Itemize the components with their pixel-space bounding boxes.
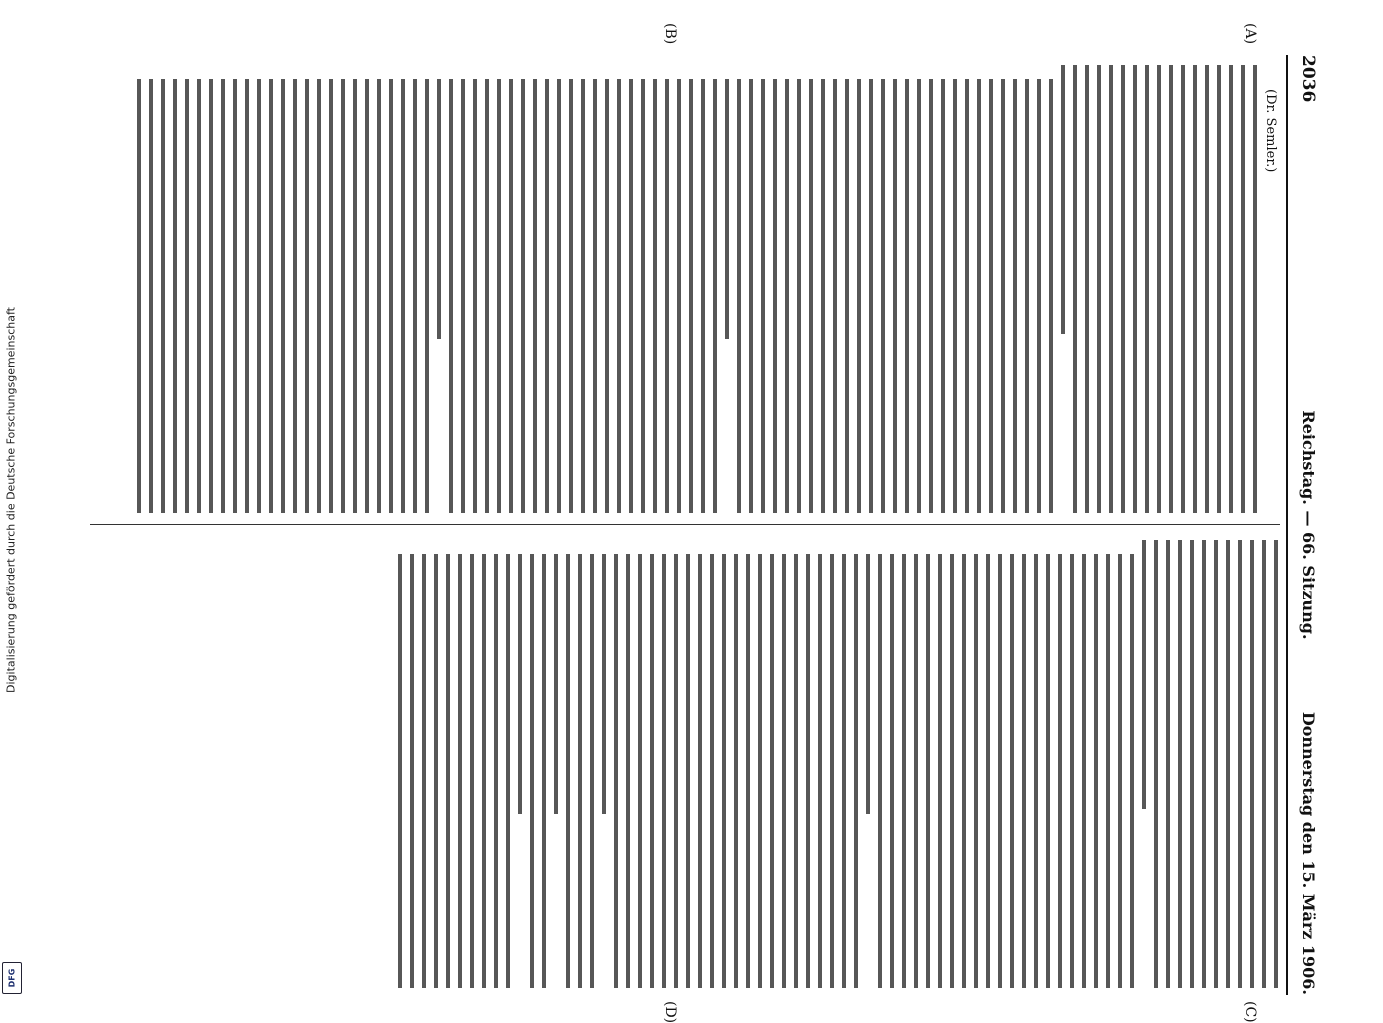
body-text-lines	[398, 554, 510, 988]
margin-marker-d: (D)	[662, 1001, 678, 1023]
body-text-lines	[137, 79, 429, 513]
body-text-lines	[866, 554, 1134, 988]
margin-marker-b: (B)	[662, 23, 678, 45]
body-text-lines	[1061, 65, 1257, 513]
column-divider	[90, 524, 1280, 525]
body-text-lines	[437, 79, 717, 513]
body-text-lines	[1142, 540, 1278, 988]
body-text-lines	[518, 554, 546, 988]
text-column-left	[129, 65, 1278, 513]
body-text-lines	[554, 554, 594, 988]
body-text-lines	[602, 554, 858, 988]
dfg-logo-text: DFG	[7, 968, 17, 988]
body-text-lines	[725, 79, 1053, 513]
speaker-note: (Dr. Semler.)	[1263, 89, 1278, 173]
page-header	[1288, 55, 1318, 995]
digitization-credit	[0, 0, 22, 1000]
session-date: Donnerstag den 15. März 1906.	[1299, 711, 1318, 995]
document-page	[75, 23, 1318, 1023]
session-title: Reichstag. — 66. Sitzung.	[1299, 410, 1318, 640]
margin-marker-a: (A)	[1242, 23, 1258, 45]
page-number: 2036	[1298, 55, 1318, 103]
margin-marker-c: (C)	[1242, 1001, 1258, 1023]
text-column-right	[390, 540, 1278, 988]
header-rule	[1286, 55, 1288, 995]
dfg-logo	[2, 962, 22, 994]
credit-text: Digitalisierung gefördert durch die Deutsche Forschungsgemeinschaft	[4, 307, 18, 693]
